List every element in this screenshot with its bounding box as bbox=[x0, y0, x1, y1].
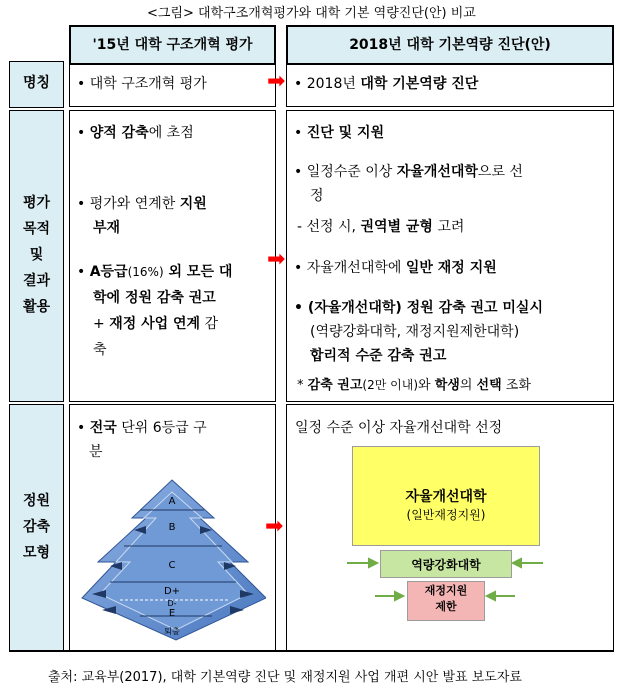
line bbox=[77, 440, 269, 464]
label-model bbox=[9, 488, 64, 566]
grade-label: C bbox=[168, 560, 176, 571]
funnel-top-title: 자율개선대학 bbox=[405, 489, 487, 505]
text-bold: 학생 bbox=[434, 378, 460, 393]
grade-label: A bbox=[168, 496, 176, 507]
line bbox=[77, 216, 267, 240]
text-bold: 지원 bbox=[179, 196, 207, 212]
right-purpose-note bbox=[297, 374, 531, 397]
text-bold: 학에 bbox=[93, 290, 125, 306]
text-bold: A등급 bbox=[89, 264, 128, 280]
right-name-pre: 2018년 bbox=[306, 76, 361, 92]
text: + bbox=[93, 316, 110, 332]
label-purpose bbox=[9, 190, 64, 320]
grade-label: 퇴출 bbox=[164, 627, 180, 636]
text: 에 초점 bbox=[148, 125, 194, 141]
text: 분 bbox=[89, 444, 103, 460]
line: • 일정수준 이상 자율개선대학으로 선 bbox=[294, 164, 523, 180]
label-name: 명칭 bbox=[22, 75, 51, 91]
text-bold: 전국 bbox=[89, 420, 117, 436]
right-purpose-bullet-4 bbox=[294, 296, 610, 368]
text-small: (2만 이내) bbox=[362, 378, 418, 392]
text-bold: 양적 감축 bbox=[89, 125, 149, 141]
text: 의 bbox=[459, 378, 477, 393]
left-model-text bbox=[77, 416, 269, 464]
line bbox=[77, 337, 269, 363]
text: 단위 6등급 구 bbox=[116, 420, 207, 436]
right-purpose-bullet-1: • 진단 및 지원 bbox=[294, 125, 385, 141]
text-bold: 합리적 수준 감축 권고 bbox=[310, 348, 447, 364]
label-purpose-line: 평가 bbox=[22, 195, 51, 211]
text: 자율개선대학에 bbox=[306, 260, 406, 276]
line: 재정지원 bbox=[424, 584, 468, 597]
left-name-value: 대학 구조개혁 평가 bbox=[89, 76, 207, 92]
line: • A등급(16%) 외 모든 대 bbox=[77, 264, 233, 280]
text-bold: 권역별 균형 bbox=[360, 219, 433, 235]
header-left-title: '15년 대학 구조개혁 평가 bbox=[92, 37, 253, 53]
text: 으로 선 bbox=[477, 164, 523, 180]
text: 축 bbox=[93, 342, 107, 358]
left-name-text: • 대학 구조개혁 평가 bbox=[77, 76, 207, 92]
label-purpose-line: 목적 bbox=[22, 221, 51, 237]
text-bold: 감축 권고 bbox=[307, 378, 363, 393]
grade-label: D- bbox=[167, 599, 177, 608]
grade-label: B bbox=[168, 522, 176, 533]
green-arrow-icon bbox=[513, 559, 521, 567]
green-arrow-icon bbox=[369, 559, 377, 567]
text: 평가와 연계한 bbox=[89, 196, 180, 212]
line bbox=[77, 285, 269, 311]
right-purpose-sub bbox=[297, 215, 464, 239]
right-purpose-bullet-3: • 자율개선대학에 일반 재정 지원 bbox=[294, 260, 497, 276]
text: - 선정 시, bbox=[297, 219, 361, 235]
arrow-right-icon: ➡ bbox=[265, 514, 284, 539]
line: • 평가와 연계한 지원 bbox=[77, 196, 207, 212]
left-purpose-bullet-2 bbox=[77, 192, 267, 240]
text: * bbox=[297, 378, 308, 393]
left-purpose-bullet-1: • 양적 감축에 초점 bbox=[77, 125, 194, 141]
grade-tree-diagram bbox=[80, 474, 266, 644]
text: 감 bbox=[200, 316, 219, 332]
right-model-text: 일정 수준 이상 자율개선대학 선정 bbox=[295, 420, 503, 436]
label-model-line: 모형 bbox=[22, 545, 51, 561]
text: 조화 bbox=[501, 378, 531, 393]
text-bold: 자율개선대학 bbox=[396, 164, 478, 180]
text-bold: 외 모든 대 bbox=[163, 264, 233, 280]
right-name-bold: 대학 기본역량 진단 bbox=[360, 76, 479, 92]
right-purpose-bullet-2 bbox=[294, 160, 606, 208]
line bbox=[294, 320, 610, 344]
line bbox=[77, 311, 269, 337]
text: 일정수준 이상 bbox=[306, 164, 397, 180]
funnel-middle-label: 역량강화대학 bbox=[411, 558, 481, 572]
text-bold: 정원 감축 권고 bbox=[124, 290, 216, 306]
figure-caption: <그림> 대학구조개혁평가와 대학 기본 역량진단(안) 비교 bbox=[147, 6, 476, 21]
arrow-right-icon: ➡ bbox=[267, 247, 286, 272]
label-model-line: 정원 bbox=[22, 493, 51, 509]
label-model-line: 감축 bbox=[22, 519, 51, 535]
text-bold: 진단 및 지원 bbox=[306, 125, 385, 141]
green-arrow-icon bbox=[395, 592, 403, 600]
grade-label: D+ bbox=[163, 586, 181, 597]
line bbox=[294, 184, 606, 208]
text-bold: 선택 bbox=[476, 378, 502, 393]
line: • 전국 단위 6등급 구 bbox=[77, 420, 207, 436]
funnel-arrows bbox=[345, 546, 545, 622]
text-small: (16%) bbox=[127, 265, 164, 279]
source-note: 출처: 교육부(2017), 대학 기본역량 진단 및 재정지원 사업 개편 시안 발표 보도자료 bbox=[48, 670, 522, 685]
header-right-title: 2018년 대학 기본역량 진단(안) bbox=[349, 37, 551, 53]
text-bold: 재정 사업 연계 bbox=[109, 316, 201, 332]
line: • (자율개선대학) 정원 감축 권고 미실시 bbox=[294, 300, 543, 316]
right-name-text: • 2018년 대학 기본역량 진단 bbox=[294, 76, 479, 92]
funnel-diagram bbox=[345, 446, 545, 622]
grade-label: E bbox=[168, 608, 176, 619]
text: 정 bbox=[310, 188, 324, 204]
label-purpose-line: 결과 bbox=[22, 273, 51, 289]
text: (역량강화대학, 재정지원제한대학) bbox=[310, 324, 520, 340]
text: 고려 bbox=[432, 219, 465, 235]
table-bottom-rule bbox=[9, 650, 613, 652]
text-bold: (자율개선대학) 정원 감축 권고 미실시 bbox=[307, 300, 543, 316]
text: 와 bbox=[418, 378, 435, 393]
label-purpose-line: 및 bbox=[29, 247, 44, 263]
line: 제한 bbox=[435, 600, 457, 613]
text-bold: 일반 재정 지원 bbox=[405, 260, 497, 276]
funnel-top-subtitle: (일반재정지원) bbox=[406, 508, 486, 522]
label-purpose-line: 활용 bbox=[22, 299, 51, 315]
green-arrow-icon bbox=[487, 592, 495, 600]
arrow-right-icon: ➡ bbox=[267, 69, 286, 94]
text-bold: 부재 bbox=[93, 220, 121, 236]
line bbox=[294, 344, 610, 368]
left-purpose-bullet-3 bbox=[77, 259, 269, 363]
